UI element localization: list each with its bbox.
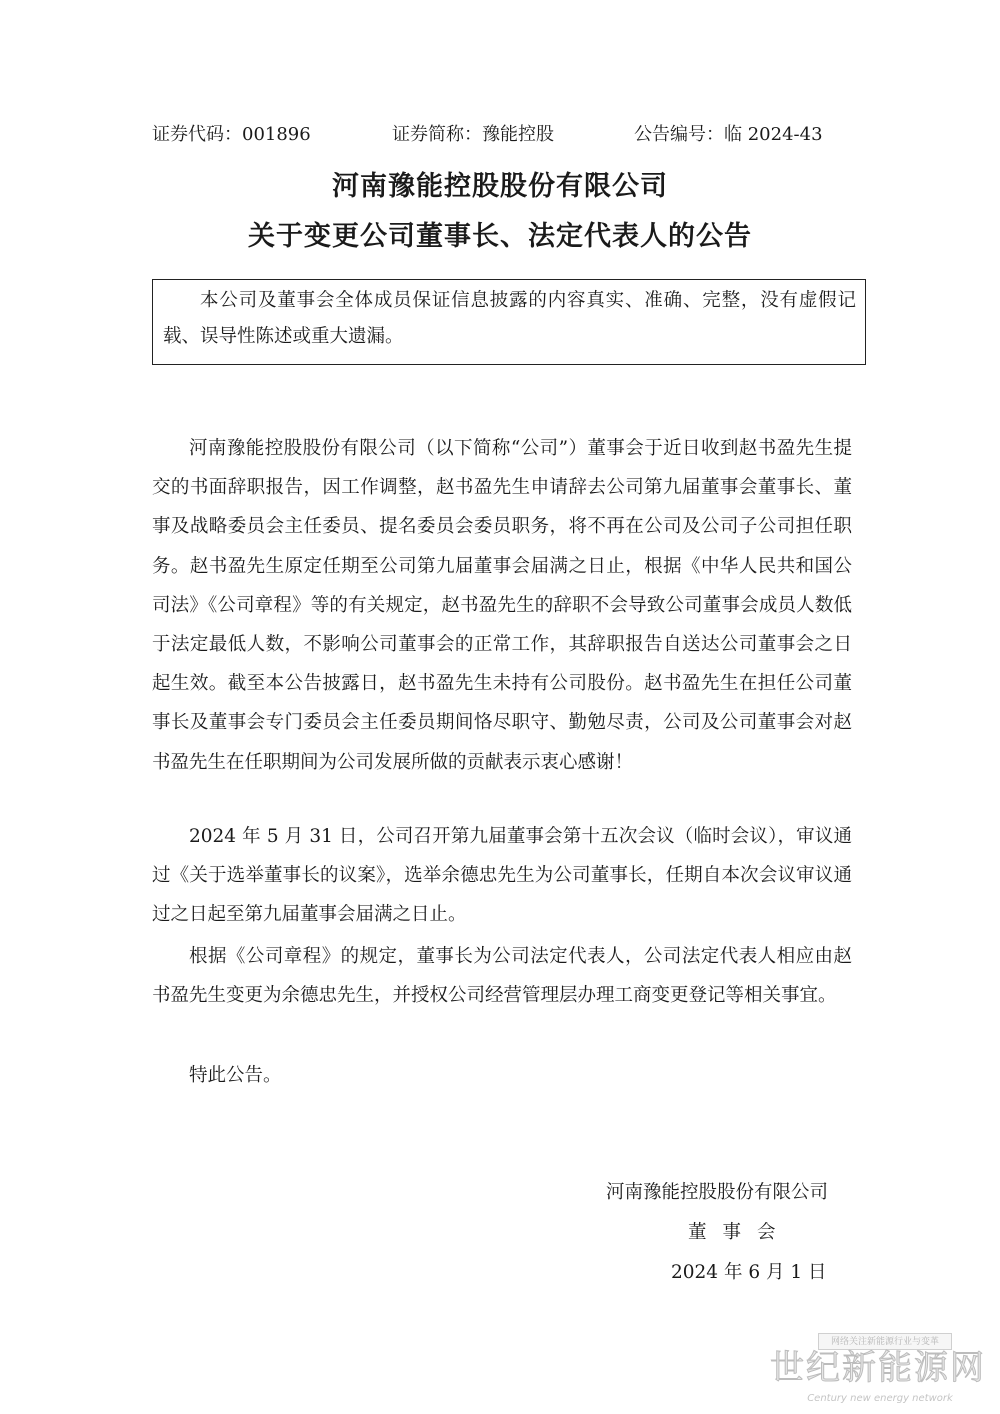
disclaimer-text: 本公司及董事会全体成员保证信息披露的内容真实、准确、完整，没有虚假记载、误导性陈述或重大遗漏。 (163, 290, 856, 347)
body-paragraph-closing: 特此公告。 (189, 1065, 282, 1086)
signature-date: 2024 年 6 月 1 日 (671, 1262, 827, 1283)
title-subject: 关于变更公司董事长、法定代表人的公告 (248, 221, 752, 252)
body-paragraph-election: 2024 年 5 月 31 日，公司召开第九届董事会第十五次会议（临时会议），审议通过《关于选举董事长的议案》，选举余德忠先生为公司董事长，任期自本次会议审议通过之日起至第九届董事会届满之日止。 (152, 826, 852, 926)
security-code: 证券代码：001896 (152, 124, 311, 145)
signature-company: 河南豫能控股股份有限公司 (606, 1182, 829, 1203)
watermark-tagline: 网络关注新能源行业与变革 (818, 1333, 952, 1350)
watermark-english: Century new energy network (807, 1393, 953, 1404)
notice-number: 公告编号：临 2024-43 (634, 124, 823, 145)
header-line (152, 122, 852, 148)
watermark-logo: 世纪新能源网 (770, 1348, 986, 1388)
security-abbreviation: 证券简称：豫能控股 (392, 124, 554, 145)
body-paragraph-legal-representative: 根据《公司章程》的规定，董事长为公司法定代表人，公司法定代表人相应由赵书盈先生变更为余德忠先生，并授权公司经营管理层办理工商变更登记等相关事宜。 (152, 946, 852, 1007)
disclaimer-box (152, 279, 866, 365)
body-paragraph-resignation: 河南豫能控股股份有限公司（以下简称“公司”）董事会于近日收到赵书盈先生提交的书面辞职报告，因工作调整，赵书盈先生申请辞去公司第九届董事会董事长、董事及战略委员会主任委员、提名委员会委员职务，将不再在公司及公司子公司担任职务。赵书盈先生原定任期至公司第九届董事会届满之日止，根据《中华人民共和国公司法》《公司章程》等的有关规定，赵书盈先生的辞职不会导致公司董事会成员人数低于法定最低人数，不影响公司董事会的正常工作，其辞职报告自送达公司董事会之日起生效。截至本公告披露日，赵书盈先生未持有公司股份。赵书盈先生在担任公司董事长及董事会专门委员会主任委员期间恪尽职守、勤勉尽责，公司及公司董事会对赵书盈先生在任职期间为公司发展所做的贡献表示衷心感谢！ (152, 438, 852, 773)
signature-board: 董事会 (688, 1222, 792, 1243)
title-company: 河南豫能控股股份有限公司 (332, 171, 668, 202)
